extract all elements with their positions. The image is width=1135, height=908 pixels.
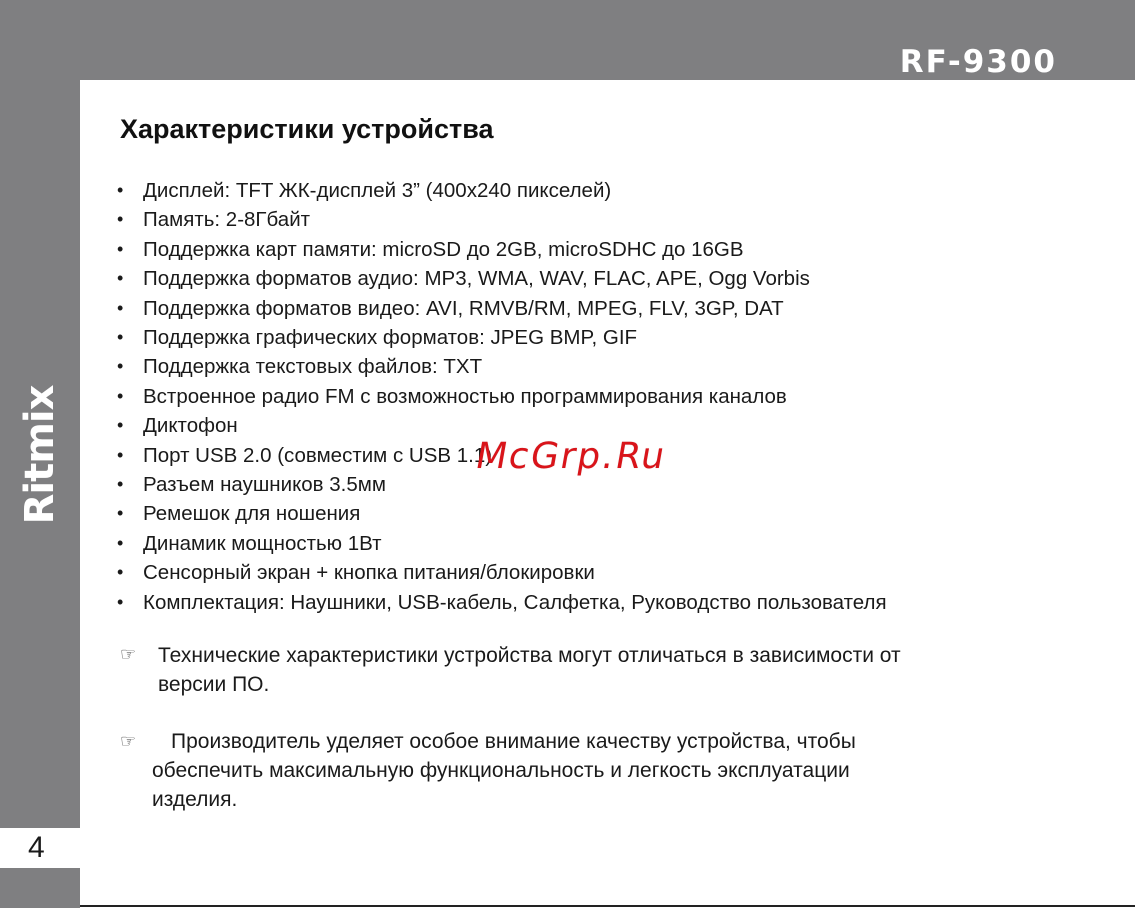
feature-text: Поддержка графических форматов: JPEG BMP, GIF xyxy=(143,326,638,350)
note-line: обеспечить максимальную функциональность и легкость эксплуатации xyxy=(152,759,850,782)
feature-text: Поддержка текстовых файлов: TXT xyxy=(143,355,483,379)
note-line: версии ПО. xyxy=(158,673,270,696)
bullet-icon: • xyxy=(117,562,124,583)
feature-text: Порт USB 2.0 (совместим с USB 1.1) xyxy=(143,443,493,467)
note-quality xyxy=(152,727,856,814)
feature-item xyxy=(117,176,887,205)
bullet-icon: • xyxy=(117,180,124,200)
feature-text: Динамик мощностью 1Вт xyxy=(143,531,382,555)
feature-text: Встроенное радио FM с возможностью программирования каналов xyxy=(143,384,787,408)
feature-item xyxy=(117,352,887,381)
note-firmware xyxy=(158,641,901,699)
feature-text: Поддержка форматов аудио: MP3, WMA, WAV, FLAC, APE, Ogg Vorbis xyxy=(143,267,810,291)
bullet-icon: • xyxy=(117,268,124,289)
feature-item xyxy=(117,264,887,293)
feature-text: Ремешок для ношения xyxy=(143,502,361,526)
page-number: 4 xyxy=(28,831,45,864)
bottom-rule xyxy=(80,905,1135,907)
feature-item xyxy=(117,205,887,234)
feature-text: Поддержка форматов видео: AVI, RMVB/RM, MPEG, FLV, 3GP, DAT xyxy=(143,296,784,320)
feature-item xyxy=(117,323,887,352)
feature-text: Диктофон xyxy=(143,414,238,438)
bullet-icon: • xyxy=(117,327,124,348)
feature-text: Дисплей: TFT ЖК-дисплей 3” (400x240 пикселей) xyxy=(143,179,612,202)
bullet-icon: • xyxy=(117,356,124,377)
note-line: изделия. xyxy=(152,788,238,811)
bullet-icon: • xyxy=(117,385,124,406)
feature-item xyxy=(117,588,887,617)
feature-text: Сенсорный экран + кнопка питания/блокировки xyxy=(143,561,595,585)
note-line: Технические характеристики устройства могут отличаться в зависимости от xyxy=(158,644,901,667)
feature-text: Разъем наушников 3.5мм xyxy=(143,473,386,497)
bullet-icon: • xyxy=(117,532,124,553)
bullet-icon: • xyxy=(117,591,124,612)
feature-item xyxy=(117,235,887,264)
bullet-icon: • xyxy=(117,444,124,465)
bullet-icon: • xyxy=(117,209,124,230)
bullet-icon: • xyxy=(117,297,124,318)
pointing-hand-icon: ☞ xyxy=(120,731,137,751)
feature-item xyxy=(117,558,887,587)
watermark: McGrp.Ru xyxy=(472,436,670,477)
feature-text: Память: 2-8Гбайт xyxy=(143,208,311,232)
brand-logo: Ritmix xyxy=(17,385,63,525)
side-bar-bottom xyxy=(0,868,80,908)
bullet-icon: • xyxy=(117,503,124,524)
bullet-icon: • xyxy=(117,474,124,495)
feature-list xyxy=(117,176,887,617)
feature-item xyxy=(117,294,887,323)
feature-item xyxy=(117,529,887,558)
feature-text: Комплектация: Наушники, USB-кабель, Салфетка, Руководство пользователя xyxy=(143,590,887,614)
bullet-icon: • xyxy=(117,238,124,259)
model-name: RF-9300 xyxy=(899,44,1057,80)
note-line: Производитель уделяет особое внимание качеству устройства, чтобы xyxy=(171,730,856,753)
feature-text: Поддержка карт памяти: microSD до 2GB, microSDHC до 16GB xyxy=(143,237,744,261)
pointing-hand-icon: ☞ xyxy=(120,644,137,664)
page-title: Характеристики устройства xyxy=(120,114,494,144)
feature-item xyxy=(117,499,887,528)
bullet-icon: • xyxy=(117,415,124,436)
feature-item xyxy=(117,382,887,411)
